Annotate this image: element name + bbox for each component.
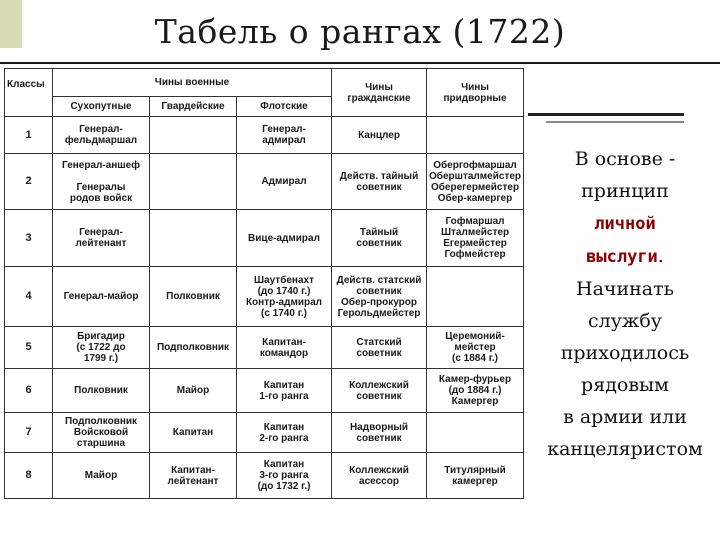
rank-cell-line: Статский	[356, 336, 402, 348]
title-divider	[0, 62, 720, 64]
rank-cell-guards	[150, 117, 237, 154]
header-military: Чины военные	[53, 69, 332, 97]
rank-cell-line: фельдмаршал	[64, 135, 138, 146]
rank-cell-line: Тайный	[359, 227, 399, 238]
rank-cell-army	[53, 327, 150, 369]
side-note-line	[530, 240, 720, 273]
rank-cell-navy	[237, 267, 332, 327]
rank-cell-guards	[150, 154, 237, 210]
rank-cell-line: Капитан	[263, 379, 305, 391]
rank-cell-court	[427, 413, 524, 453]
rank-cell-line: Генерал-	[262, 124, 306, 135]
class-number: 3	[5, 210, 53, 267]
rank-cell-line: Капитан	[172, 427, 214, 438]
rank-cell-line: Надворный	[349, 421, 409, 433]
header-guards: Гвардейские	[150, 97, 237, 117]
rank-cell-line: старшина	[76, 438, 126, 449]
class-number: 7	[5, 413, 53, 453]
rank-cell-army	[53, 210, 150, 267]
table-row	[5, 453, 524, 499]
rank-cell-court	[427, 210, 524, 267]
rank-cell-line: Обер-прокурор	[341, 296, 417, 308]
rank-cell-court	[427, 453, 524, 499]
rank-cell-civil	[332, 267, 427, 327]
rank-cell-line: советник	[356, 347, 402, 359]
side-note-accent: личной	[594, 214, 656, 234]
rank-cell-line: Капитан	[263, 459, 305, 470]
rank-cell-line: Титулярный	[444, 464, 506, 476]
class-number: 8	[5, 453, 53, 499]
header-classes: Классы	[5, 69, 53, 117]
side-note-line: канцеляристом	[547, 438, 703, 460]
rank-cell-line: Майор	[84, 470, 118, 481]
rank-cell-line: Гофмаршал	[445, 216, 505, 227]
table-body	[5, 117, 524, 499]
class-number: 5	[5, 327, 53, 369]
rank-cell-line: Генерал-аншеф	[62, 159, 140, 171]
rank-cell-navy	[237, 117, 332, 154]
rank-cell-civil	[332, 413, 427, 453]
rank-cell-line: 2-го ранга	[259, 432, 309, 444]
rank-cell-line: лейтенант	[167, 475, 219, 487]
rank-cell-line: советник	[356, 390, 402, 402]
class-number: 4	[5, 267, 53, 327]
rank-cell-line: (до 1884 г.)	[448, 385, 502, 396]
table-row	[5, 210, 524, 267]
rank-cell-line: Обершталмейстер	[429, 170, 522, 182]
rank-cell-line: Действ. тайный	[339, 170, 419, 182]
header-court: Чины придворные	[427, 69, 524, 117]
rank-cell-line: 1-го ранга	[259, 390, 309, 402]
rank-cell-line: Подполковник	[156, 342, 230, 353]
rank-cell-line: Генерал-майор	[63, 291, 139, 302]
rank-cell-line: Шталмейстер	[440, 227, 510, 238]
side-note-line: Начинать	[576, 278, 674, 300]
rank-cell-civil	[332, 117, 427, 154]
rank-cell-court	[427, 369, 524, 413]
rank-cell-court	[427, 327, 524, 369]
rank-cell-line: Коллежский	[349, 379, 409, 391]
rank-cell-civil	[332, 369, 427, 413]
rank-cell-line: адмирал	[262, 135, 306, 146]
rank-cell-line: Егермейстер	[443, 238, 507, 249]
rank-cell-guards	[150, 413, 237, 453]
class-number: 2	[5, 154, 53, 210]
rank-cell-line: мейстер	[454, 342, 496, 353]
table-row	[5, 267, 524, 327]
rank-cell-civil	[332, 453, 427, 499]
rank-cell-line: Гофмейстер	[444, 249, 506, 260]
rank-cell-line: Генерал-	[79, 124, 123, 135]
rank-cell-army	[53, 267, 150, 327]
rank-cell-line: Генерал-	[79, 227, 123, 238]
rank-cell-line: Шаутбенахт	[254, 274, 314, 286]
table-row	[5, 369, 524, 413]
header-army: Сухопутные	[53, 97, 150, 117]
rank-cell-navy	[237, 413, 332, 453]
rank-cell-guards	[150, 210, 237, 267]
rank-cell-line: камергер	[452, 475, 498, 487]
class-number: 6	[5, 369, 53, 413]
rank-cell-line: Капитан-	[171, 464, 215, 476]
rank-cell-line: Герольдмейстер	[337, 307, 421, 319]
table-row	[5, 154, 524, 210]
rank-cell-court	[427, 267, 524, 327]
rank-cell-civil	[332, 327, 427, 369]
rank-cell-civil	[332, 210, 427, 267]
rank-cell-guards	[150, 369, 237, 413]
rank-cell-line: советник	[356, 285, 402, 297]
side-note-line: рядовым	[581, 374, 669, 396]
decorative-lines	[528, 113, 684, 127]
rank-cell-line	[55, 171, 147, 182]
rank-cell-guards	[150, 267, 237, 327]
rank-cell-line: командор	[259, 347, 309, 359]
header-navy: Флотские	[237, 97, 332, 117]
rank-cell-line: Подполковник	[64, 416, 138, 427]
rank-cell-line: асессор	[359, 475, 399, 487]
rank-cell-navy	[237, 210, 332, 267]
rank-cell-line: советник	[356, 238, 402, 249]
rank-cell-line: Коллежский	[349, 464, 409, 476]
table-header-row	[5, 69, 524, 97]
class-number: 1	[5, 117, 53, 154]
rank-cell-line: Обергофмаршал	[433, 159, 517, 171]
rank-cell-line: 3-го ранга	[259, 470, 309, 481]
rank-cell-navy	[237, 453, 332, 499]
rank-cell-line: Адмирал	[261, 176, 307, 187]
rank-cell-line: Капитан	[263, 421, 305, 433]
rank-cell-line: (с 1722 до	[76, 342, 126, 353]
rank-cell-army	[53, 413, 150, 453]
rank-cell-line: Канцлер	[358, 129, 400, 141]
rank-cell-line: Майор	[176, 385, 210, 396]
ranks-table	[4, 68, 524, 499]
rank-cell-guards	[150, 327, 237, 369]
side-note	[530, 143, 720, 465]
rank-cell-line: Полковник	[166, 291, 220, 302]
rank-cell-line: родов войск	[69, 192, 133, 204]
rank-cell-line: (с 1884 г.)	[452, 353, 498, 364]
rank-cell-line: Бригадир	[77, 331, 125, 342]
rank-cell-navy	[237, 369, 332, 413]
rank-cell-line: Вице-адмирал	[248, 232, 320, 244]
side-note-line: службу	[588, 310, 662, 332]
rank-cell-line: Капитан-	[262, 336, 306, 348]
table-row	[5, 327, 524, 369]
rank-cell-army	[53, 369, 150, 413]
rank-cell-civil	[332, 154, 427, 210]
rank-cell-line: Обер-камергер	[437, 192, 513, 204]
rank-cell-line: Генералы	[76, 181, 126, 193]
decorative-line-thin	[546, 121, 684, 123]
rank-cell-court	[427, 154, 524, 210]
rank-cell-army	[53, 117, 150, 154]
rank-cell-navy	[237, 327, 332, 369]
rank-cell-army	[53, 154, 150, 210]
rank-cell-guards	[150, 453, 237, 499]
rank-cell-army	[53, 453, 150, 499]
rank-cell-line: Камергер	[451, 396, 499, 407]
table-row	[5, 413, 524, 453]
side-note-line: В основе -	[574, 148, 676, 170]
rank-cell-line: Церемоний-	[445, 331, 505, 342]
side-note-line	[530, 207, 720, 240]
rank-cell-court	[427, 117, 524, 154]
rank-cell-line: 1799 г.)	[83, 353, 119, 364]
rank-cell-line: (до 1732 г.)	[257, 481, 311, 492]
rank-cell-line: Оберегермейстер	[430, 181, 520, 193]
side-note-line: принцип	[581, 180, 669, 202]
slide-title: Табель о рангах (1722)	[154, 12, 566, 51]
rank-cell-line: Контр-адмирал	[245, 296, 323, 308]
rank-cell-line: советник	[356, 181, 402, 193]
rank-cell-line: Войсковой	[73, 427, 129, 438]
rank-cell-line: Действ. статский	[336, 274, 422, 286]
side-note-accent: выслуги	[586, 247, 658, 267]
decorative-line-thick	[528, 113, 684, 116]
header-civil: Чины гражданские	[332, 69, 427, 117]
rank-cell-navy	[237, 154, 332, 210]
rank-cell-line: Полковник	[74, 385, 128, 396]
side-note-line: приходилось	[560, 342, 690, 364]
rank-cell-line: лейтенант	[75, 238, 127, 249]
rank-cell-line: (с 1740 г.)	[261, 307, 307, 319]
rank-cell-line: (до 1740 г.)	[257, 285, 311, 297]
side-note-line: в армии или	[563, 406, 687, 428]
table-row	[5, 117, 524, 154]
rank-cell-line: советник	[356, 432, 402, 444]
side-note-punct: .	[657, 245, 664, 267]
rank-cell-line: Камер-фурьер	[438, 374, 512, 385]
